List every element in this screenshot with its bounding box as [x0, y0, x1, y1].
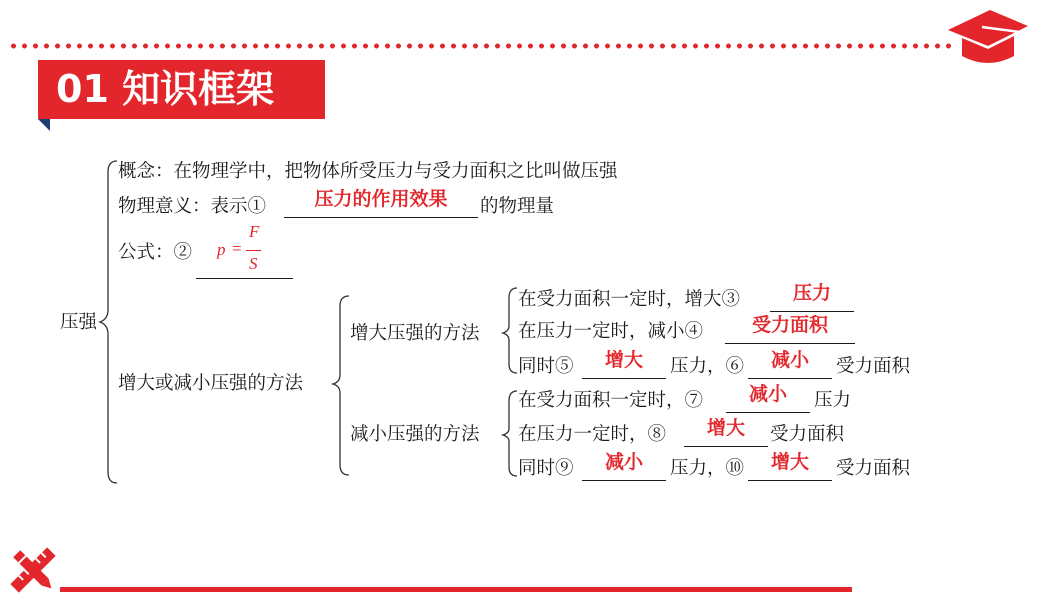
decrease-line3-suffix: 受力面积 — [836, 458, 911, 479]
decrease-label: 减小压强的方法 — [350, 424, 480, 445]
answer-blank-10 — [748, 451, 832, 481]
decrease-line3-mid: 压力，⑩ — [670, 458, 745, 479]
answer-10: 增大 — [770, 451, 809, 473]
ruler-pencil-icon — [6, 543, 60, 597]
answer-blank-7 — [726, 383, 810, 413]
answer-blank-2 — [196, 255, 293, 279]
bottom-divider — [60, 587, 852, 592]
fraction-bar — [246, 250, 261, 251]
answer-6: 减小 — [770, 349, 809, 371]
answer-blank-4 — [725, 314, 855, 344]
answer-blank-5 — [582, 349, 666, 379]
answer-8: 增大 — [706, 417, 745, 439]
formula-label: 公式：② — [118, 242, 193, 263]
answer-blank-9 — [582, 451, 666, 481]
formula-denominator: S — [249, 254, 258, 273]
increase-line1-prefix: 在受力面积一定时，增大③ — [518, 289, 741, 310]
answer-blank-3 — [770, 282, 854, 312]
increase-line3-suffix: 受力面积 — [836, 356, 911, 377]
increase-label: 增大压强的方法 — [350, 323, 480, 344]
methods-label: 增大或减小压强的方法 — [118, 373, 304, 394]
formula-lhs: p — [217, 240, 226, 259]
answer-4: 受力面积 — [751, 314, 828, 336]
answer-3: 压力 — [792, 282, 831, 304]
increase-line3-mid: 压力，⑥ — [670, 356, 745, 377]
decrease-line1-prefix: 在受力面积一定时，⑦ — [518, 390, 704, 411]
formula-equals: = — [232, 239, 242, 258]
root-label: 压强 — [60, 312, 98, 333]
decrease-line2-suffix: 受力面积 — [770, 424, 845, 445]
decrease-line3-prefix: 同时⑨ — [518, 458, 574, 479]
decrease-line2-prefix: 在压力一定时，⑧ — [518, 424, 667, 445]
answer-7: 减小 — [748, 383, 787, 405]
answer-blank-6 — [748, 349, 832, 379]
meaning-suffix: 的物理量 — [480, 196, 555, 217]
answer-blank-8 — [684, 417, 768, 447]
increase-line2-prefix: 在压力一定时，减小④ — [518, 321, 704, 342]
increase-line3-prefix: 同时⑤ — [518, 356, 574, 377]
decrease-line1-suffix: 压力 — [814, 390, 852, 411]
concept-text: 概念：在物理学中，把物体所受压力与受力面积之比叫做压强 — [118, 161, 618, 182]
formula-numerator: F — [249, 222, 260, 241]
answer-1: 压力的作用效果 — [314, 188, 448, 210]
answer-9: 减小 — [604, 451, 643, 473]
answer-5: 增大 — [604, 349, 643, 371]
meaning-prefix: 物理意义：表示① — [118, 196, 267, 217]
answer-blank-1 — [284, 188, 478, 218]
section-title: 01 知识框架 — [38, 60, 325, 119]
